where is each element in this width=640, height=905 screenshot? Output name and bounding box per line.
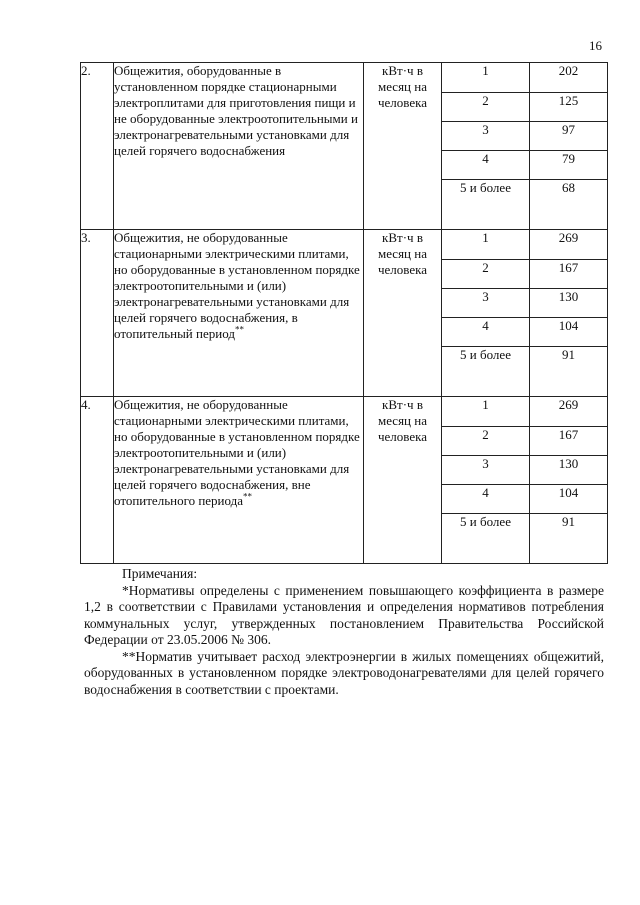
norm-value: 91 — [530, 347, 608, 397]
persons-count: 5 и более — [442, 514, 530, 564]
table-row — [81, 397, 608, 427]
persons-count: 2 — [442, 93, 530, 122]
norm-value: 130 — [530, 456, 608, 485]
row-description-text: Общежития, оборудованные в установленном порядке стационарными электроплитами для приготовления пищи и не оборудованные электроотопительными и электронагревательными установками для целей горячего водоснабжения — [114, 63, 358, 158]
norm-value: 97 — [530, 122, 608, 151]
row-description — [114, 397, 364, 564]
norm-value: 130 — [530, 289, 608, 318]
row-unit: кВт·ч в месяц на человека — [364, 397, 442, 564]
table-row — [81, 63, 608, 93]
persons-count: 1 — [442, 63, 530, 93]
row-description-text: Общежития, не оборудованные стационарными электрическими плитами, но оборудованные в установленном порядке электроотопительными и (или) электронагревательными установками для целей горячего водоснабжения, в отопительный период — [114, 230, 360, 341]
persons-count: 1 — [442, 397, 530, 427]
norm-value: 167 — [530, 260, 608, 289]
note-1: *Нормативы определены с применением повышающего коэффициента в размере 1,2 в соответствии с Правилами установления и определения нормативов потребления коммунальных услуг, утвержденных постановлением Правительства Российской Федерации от 23.05.2006 № 306. — [84, 582, 604, 647]
footnote-mark: ** — [243, 491, 253, 502]
persons-count: 2 — [442, 260, 530, 289]
row-unit: кВт·ч в месяц на человека — [364, 230, 442, 397]
persons-count: 1 — [442, 230, 530, 260]
norm-value: 269 — [530, 397, 608, 427]
note-2: **Норматив учитывает расход электроэнергии в жилых помещениях общежитий, оборудованных в установленном порядке электроводонагревателями для целей горячего водоснабжения в соответствии с проектами. — [84, 648, 604, 697]
norm-value: 125 — [530, 93, 608, 122]
norm-value: 68 — [530, 180, 608, 230]
norm-value: 79 — [530, 151, 608, 180]
persons-count: 5 и более — [442, 180, 530, 230]
norm-value: 167 — [530, 427, 608, 456]
persons-count: 3 — [442, 456, 530, 485]
norms-table — [80, 62, 608, 564]
norm-value: 269 — [530, 230, 608, 260]
row-number: 2. — [81, 63, 114, 230]
persons-count: 4 — [442, 485, 530, 514]
norm-value: 104 — [530, 485, 608, 514]
persons-count: 3 — [442, 122, 530, 151]
persons-count: 4 — [442, 318, 530, 347]
row-number: 4. — [81, 397, 114, 564]
notes-title: Примечания: — [122, 566, 198, 581]
row-unit: кВт·ч в месяц на человека — [364, 63, 442, 230]
footnote-mark: ** — [234, 324, 244, 335]
notes-section — [84, 566, 604, 698]
norm-value: 91 — [530, 514, 608, 564]
row-description-text: Общежития, не оборудованные стационарными электрическими плитами, но оборудованные в установленном порядке электроотопительными и (или) электронагревательными установками для целей горячего водоснабжения, вне отопительного периода — [114, 397, 360, 508]
persons-count: 5 и более — [442, 347, 530, 397]
norm-value: 202 — [530, 63, 608, 93]
row-description — [114, 230, 364, 397]
row-description — [114, 63, 364, 230]
table-row — [81, 230, 608, 260]
page-number: 16 — [589, 38, 602, 53]
persons-count: 4 — [442, 151, 530, 180]
row-number: 3. — [81, 230, 114, 397]
norm-value: 104 — [530, 318, 608, 347]
persons-count: 3 — [442, 289, 530, 318]
persons-count: 2 — [442, 427, 530, 456]
norms-table-body — [81, 63, 608, 564]
